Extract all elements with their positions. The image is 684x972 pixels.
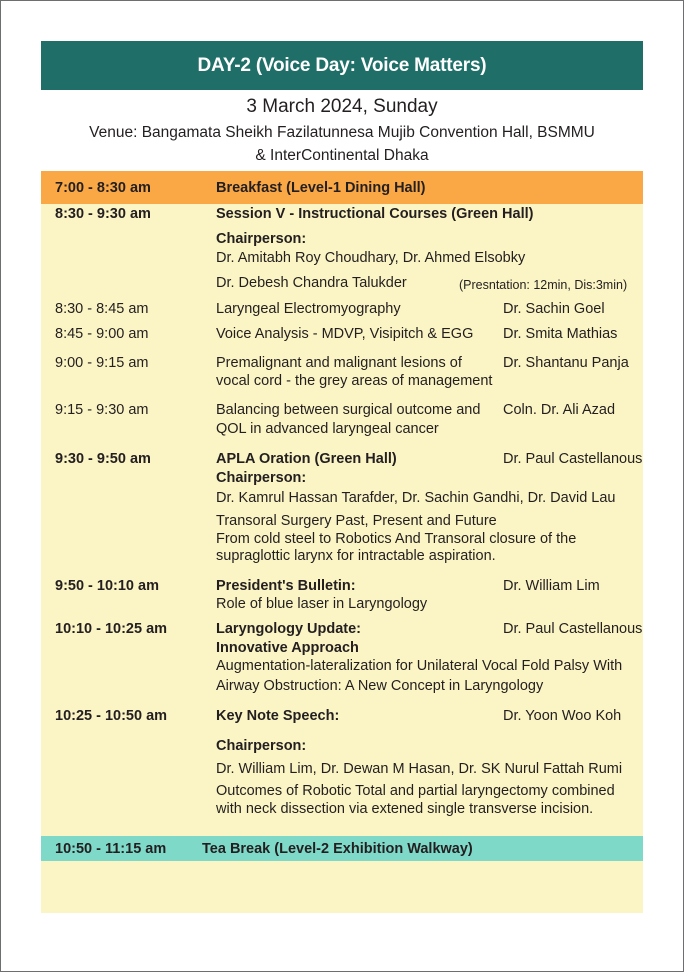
keynote-title: Key Note Speech: bbox=[216, 708, 340, 724]
oration-topic: supraglottic larynx for intractable aspiration. bbox=[216, 548, 496, 564]
update-subtitle: Innovative Approach bbox=[216, 640, 359, 656]
bulletin-speaker: Dr. William Lim bbox=[503, 578, 600, 594]
bulletin-topic: Role of blue laser in Laryngology bbox=[216, 596, 428, 612]
talk-speaker: Coln. Dr. Ali Azad bbox=[503, 402, 616, 418]
talk-title: Balancing between surgical outcome and bbox=[216, 402, 481, 418]
venue bbox=[41, 121, 643, 167]
talk-title: vocal cord - the grey areas of management bbox=[216, 373, 493, 389]
bulletin-time: 9:50 - 10:10 am bbox=[55, 578, 159, 594]
update-topic: Augmentation-lateralization for Unilateral Vocal Fold Palsy With bbox=[216, 658, 623, 674]
chairperson-label: Chairperson: bbox=[216, 738, 307, 754]
keynote-time: 10:25 - 10:50 am bbox=[55, 708, 168, 724]
talk-title: Premalignant and malignant lesions of bbox=[216, 355, 462, 371]
oration-topic: Transoral Surgery Past, Present and Future bbox=[216, 513, 497, 529]
update-title: Laryngology Update: bbox=[216, 621, 362, 637]
chairpersons: Dr. Kamrul Hassan Tarafder, Dr. Sachin Gandhi, Dr. David Lau bbox=[216, 490, 616, 506]
talk-speaker: Dr. Shantanu Panja bbox=[503, 355, 629, 371]
talk-time: 8:30 - 8:45 am bbox=[55, 301, 149, 317]
keynote-topic: Outcomes of Robotic Total and partial laryngectomy combined bbox=[216, 783, 615, 799]
talk-time: 9:00 - 9:15 am bbox=[55, 355, 149, 371]
breakfast-time: 7:00 - 8:30 am bbox=[55, 180, 151, 196]
talk-time: 8:45 - 9:00 am bbox=[55, 326, 149, 342]
update-time: 10:10 - 10:25 am bbox=[55, 621, 168, 637]
tea-time: 10:50 - 11:15 am bbox=[55, 841, 167, 857]
chairpersons: Dr. Debesh Chandra Talukder bbox=[216, 275, 407, 291]
venue-line-2: & InterContinental Dhaka bbox=[255, 147, 429, 164]
venue-line-1: Venue: Bangamata Sheikh Fazilatunnesa Mujib Convention Hall, BSMMU bbox=[89, 124, 595, 141]
presentation-note: (Presntation: 12min, Dis:3min) bbox=[459, 278, 628, 292]
tea-title: Tea Break (Level-2 Exhibition Walkway) bbox=[202, 841, 473, 857]
breakfast-title: Breakfast (Level-1 Dining Hall) bbox=[216, 180, 426, 196]
oration-time: 9:30 - 9:50 am bbox=[55, 451, 151, 467]
bulletin-title: President's Bulletin: bbox=[216, 578, 356, 594]
talk-speaker: Dr. Smita Mathias bbox=[503, 326, 618, 342]
chairpersons: Dr. Amitabh Roy Choudhary, Dr. Ahmed Elsobky bbox=[216, 250, 526, 266]
keynote-topic: with neck dissection via extened single transverse incision. bbox=[216, 801, 594, 817]
talk-title: QOL in advanced laryngeal cancer bbox=[216, 421, 439, 437]
oration-topic: From cold steel to Robotics And Transoral closure of the bbox=[216, 531, 577, 547]
oration-title: APLA Oration (Green Hall) bbox=[216, 451, 397, 467]
chairperson-label: Chairperson: bbox=[216, 470, 307, 486]
keynote-speaker: Dr. Yoon Woo Koh bbox=[503, 708, 622, 724]
talk-title: Voice Analysis - MDVP, Visipitch & EGG bbox=[216, 326, 474, 342]
update-speaker: Dr. Paul Castellanous bbox=[503, 621, 643, 637]
talk-title: Laryngeal Electromyography bbox=[216, 301, 401, 317]
talk-time: 9:15 - 9:30 am bbox=[55, 402, 149, 418]
chairperson-label: Chairperson: bbox=[216, 231, 307, 247]
update-topic: Airway Obstruction: A New Concept in Laryngology bbox=[216, 678, 544, 694]
talk-speaker: Dr. Sachin Goel bbox=[503, 301, 605, 317]
day-banner: DAY-2 (Voice Day: Voice Matters) bbox=[41, 41, 643, 90]
event-date: 3 March 2024, Sunday bbox=[246, 96, 438, 117]
session-title: Session V - Instructional Courses (Green Hall) bbox=[216, 206, 534, 222]
oration-speaker: Dr. Paul Castellanous bbox=[503, 451, 643, 467]
chairpersons: Dr. William Lim, Dr. Dewan M Hasan, Dr. SK Nurul Fattah Rumi bbox=[216, 761, 623, 777]
session-time: 8:30 - 9:30 am bbox=[55, 206, 151, 222]
